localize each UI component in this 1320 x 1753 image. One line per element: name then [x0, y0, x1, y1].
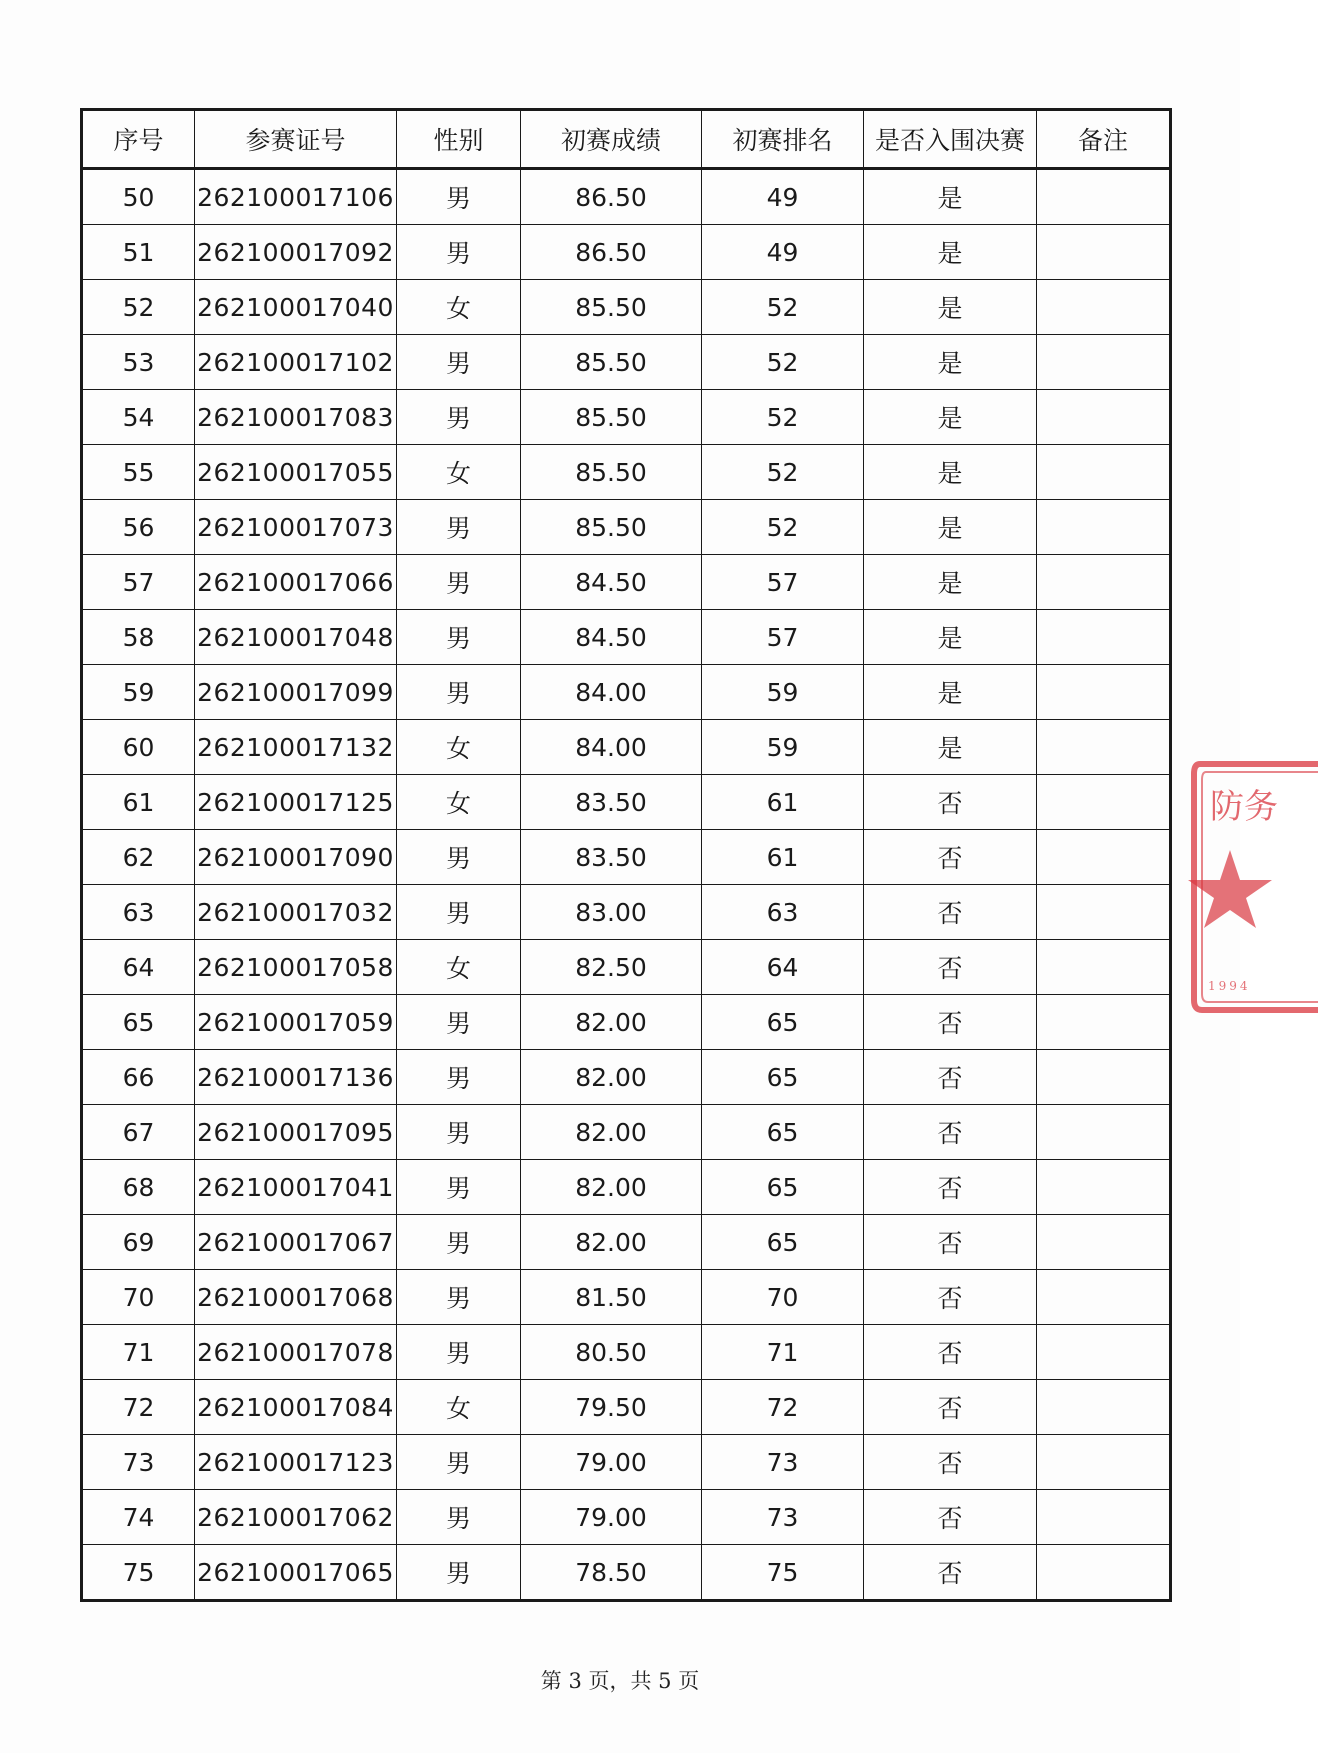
cell-index: 50 [82, 169, 195, 225]
cell-preliminary-rank: 57 [702, 610, 864, 665]
header-row [82, 110, 1171, 169]
cell-remarks [1037, 169, 1171, 225]
header-cell-ticket-number: 参赛证号 [195, 110, 397, 169]
official-seal-stamp [1190, 760, 1320, 1016]
table-row [82, 940, 1171, 995]
cell-remarks [1037, 1270, 1171, 1325]
cell-ticket-number: 262100017032 [195, 885, 397, 940]
table-header [82, 110, 1171, 169]
cell-preliminary-score: 83.50 [521, 775, 702, 830]
cell-ticket-number: 262100017065 [195, 1545, 397, 1601]
cell-remarks [1037, 335, 1171, 390]
cell-remarks [1037, 1325, 1171, 1380]
cell-preliminary-rank: 52 [702, 335, 864, 390]
seal-number: 1994 [1208, 979, 1251, 993]
cell-preliminary-rank: 49 [702, 225, 864, 280]
table-row [82, 665, 1171, 720]
cell-remarks [1037, 885, 1171, 940]
cell-index: 61 [82, 775, 195, 830]
cell-index: 66 [82, 1050, 195, 1105]
cell-gender: 男 [397, 500, 521, 555]
cell-ticket-number: 262100017092 [195, 225, 397, 280]
table-row [82, 1325, 1171, 1380]
table-row [82, 1435, 1171, 1490]
cell-preliminary-rank: 65 [702, 995, 864, 1050]
cell-index: 64 [82, 940, 195, 995]
table-row [82, 555, 1171, 610]
cell-preliminary-score: 84.50 [521, 610, 702, 665]
cell-index: 58 [82, 610, 195, 665]
header-cell-remarks: 备注 [1037, 110, 1171, 169]
cell-preliminary-score: 81.50 [521, 1270, 702, 1325]
cell-remarks [1037, 280, 1171, 335]
cell-preliminary-rank: 59 [702, 720, 864, 775]
cell-remarks [1037, 500, 1171, 555]
cell-preliminary-rank: 52 [702, 500, 864, 555]
cell-ticket-number: 262100017058 [195, 940, 397, 995]
cell-preliminary-score: 80.50 [521, 1325, 702, 1380]
cell-finalist: 是 [864, 335, 1037, 390]
cell-ticket-number: 262100017078 [195, 1325, 397, 1380]
cell-ticket-number: 262100017073 [195, 500, 397, 555]
cell-remarks [1037, 775, 1171, 830]
cell-remarks [1037, 665, 1171, 720]
cell-preliminary-score: 79.50 [521, 1380, 702, 1435]
table-row [82, 1050, 1171, 1105]
cell-ticket-number: 262100017090 [195, 830, 397, 885]
cell-remarks [1037, 720, 1171, 775]
header-cell-index: 序号 [82, 110, 195, 169]
cell-remarks [1037, 1160, 1171, 1215]
cell-finalist: 否 [864, 1545, 1037, 1601]
cell-preliminary-score: 79.00 [521, 1490, 702, 1545]
cell-ticket-number: 262100017125 [195, 775, 397, 830]
cell-finalist: 是 [864, 555, 1037, 610]
cell-gender: 男 [397, 555, 521, 610]
cell-finalist: 否 [864, 1325, 1037, 1380]
cell-preliminary-rank: 63 [702, 885, 864, 940]
cell-preliminary-rank: 65 [702, 1215, 864, 1270]
table-row [82, 775, 1171, 830]
cell-preliminary-rank: 61 [702, 775, 864, 830]
cell-gender: 女 [397, 720, 521, 775]
cell-remarks [1037, 1050, 1171, 1105]
cell-preliminary-score: 78.50 [521, 1545, 702, 1601]
cell-gender: 男 [397, 1105, 521, 1160]
table-row [82, 169, 1171, 225]
cell-preliminary-rank: 65 [702, 1105, 864, 1160]
cell-ticket-number: 262100017083 [195, 390, 397, 445]
cell-finalist: 否 [864, 1215, 1037, 1270]
table-row [82, 1105, 1171, 1160]
table-row [82, 830, 1171, 885]
cell-index: 57 [82, 555, 195, 610]
cell-remarks [1037, 555, 1171, 610]
cell-remarks [1037, 225, 1171, 280]
cell-ticket-number: 262100017066 [195, 555, 397, 610]
cell-preliminary-rank: 65 [702, 1050, 864, 1105]
cell-index: 59 [82, 665, 195, 720]
cell-index: 71 [82, 1325, 195, 1380]
cell-preliminary-rank: 65 [702, 1160, 864, 1215]
table-body [82, 169, 1171, 1601]
cell-preliminary-rank: 61 [702, 830, 864, 885]
cell-preliminary-score: 84.00 [521, 720, 702, 775]
cell-index: 68 [82, 1160, 195, 1215]
cell-finalist: 是 [864, 169, 1037, 225]
table-row [82, 390, 1171, 445]
cell-preliminary-rank: 57 [702, 555, 864, 610]
cell-finalist: 是 [864, 280, 1037, 335]
cell-remarks [1037, 830, 1171, 885]
cell-preliminary-rank: 52 [702, 280, 864, 335]
table-row [82, 335, 1171, 390]
cell-remarks [1037, 1490, 1171, 1545]
cell-preliminary-score: 85.50 [521, 390, 702, 445]
cell-index: 72 [82, 1380, 195, 1435]
cell-preliminary-score: 82.00 [521, 1215, 702, 1270]
cell-gender: 女 [397, 1380, 521, 1435]
cell-index: 53 [82, 335, 195, 390]
cell-preliminary-score: 82.00 [521, 1050, 702, 1105]
table-row [82, 885, 1171, 940]
cell-finalist: 否 [864, 1270, 1037, 1325]
cell-preliminary-rank: 59 [702, 665, 864, 720]
cell-index: 65 [82, 995, 195, 1050]
cell-finalist: 是 [864, 665, 1037, 720]
cell-preliminary-rank: 49 [702, 169, 864, 225]
cell-preliminary-score: 85.50 [521, 500, 702, 555]
cell-preliminary-score: 82.00 [521, 1105, 702, 1160]
cell-gender: 男 [397, 1325, 521, 1380]
header-cell-preliminary-score: 初赛成绩 [521, 110, 702, 169]
cell-index: 69 [82, 1215, 195, 1270]
table-row [82, 445, 1171, 500]
cell-finalist: 是 [864, 390, 1037, 445]
cell-index: 63 [82, 885, 195, 940]
cell-ticket-number: 262100017062 [195, 1490, 397, 1545]
header-cell-finalist: 是否入围决赛 [864, 110, 1037, 169]
table-row [82, 1545, 1171, 1601]
cell-preliminary-rank: 72 [702, 1380, 864, 1435]
cell-index: 55 [82, 445, 195, 500]
seal-text: 防务 [1210, 787, 1278, 827]
cell-remarks [1037, 390, 1171, 445]
cell-ticket-number: 262100017102 [195, 335, 397, 390]
cell-gender: 男 [397, 1270, 521, 1325]
cell-ticket-number: 262100017106 [195, 169, 397, 225]
cell-remarks [1037, 610, 1171, 665]
cell-preliminary-score: 79.00 [521, 1435, 702, 1490]
cell-remarks [1037, 940, 1171, 995]
cell-preliminary-score: 85.50 [521, 335, 702, 390]
cell-gender: 女 [397, 775, 521, 830]
cell-finalist: 是 [864, 500, 1037, 555]
cell-preliminary-rank: 70 [702, 1270, 864, 1325]
page-number-footer: 第 3 页，共 5 页 [540, 1669, 700, 1693]
cell-remarks [1037, 1105, 1171, 1160]
cell-preliminary-score: 82.00 [521, 995, 702, 1050]
cell-preliminary-score: 86.50 [521, 169, 702, 225]
cell-gender: 男 [397, 885, 521, 940]
cell-ticket-number: 262100017067 [195, 1215, 397, 1270]
header-cell-gender: 性别 [397, 110, 521, 169]
cell-gender: 男 [397, 610, 521, 665]
cell-finalist: 否 [864, 1380, 1037, 1435]
header-cell-preliminary-rank: 初赛排名 [702, 110, 864, 169]
cell-ticket-number: 262100017048 [195, 610, 397, 665]
cell-index: 74 [82, 1490, 195, 1545]
cell-finalist: 否 [864, 885, 1037, 940]
cell-finalist: 是 [864, 445, 1037, 500]
cell-gender: 男 [397, 169, 521, 225]
cell-gender: 男 [397, 1050, 521, 1105]
cell-gender: 女 [397, 445, 521, 500]
results-table [80, 108, 1172, 1602]
cell-preliminary-rank: 64 [702, 940, 864, 995]
cell-preliminary-score: 86.50 [521, 225, 702, 280]
cell-preliminary-score: 85.50 [521, 280, 702, 335]
cell-preliminary-rank: 52 [702, 445, 864, 500]
cell-ticket-number: 262100017055 [195, 445, 397, 500]
cell-index: 60 [82, 720, 195, 775]
cell-index: 51 [82, 225, 195, 280]
table-row [82, 1215, 1171, 1270]
cell-finalist: 否 [864, 830, 1037, 885]
table-row [82, 225, 1171, 280]
cell-gender: 男 [397, 335, 521, 390]
cell-index: 70 [82, 1270, 195, 1325]
cell-gender: 男 [397, 1545, 521, 1601]
cell-preliminary-rank: 52 [702, 390, 864, 445]
cell-gender: 男 [397, 225, 521, 280]
cell-remarks [1037, 995, 1171, 1050]
cell-remarks [1037, 1215, 1171, 1270]
cell-ticket-number: 262100017059 [195, 995, 397, 1050]
table-row [82, 995, 1171, 1050]
cell-remarks [1037, 1435, 1171, 1490]
cell-finalist: 否 [864, 775, 1037, 830]
cell-index: 54 [82, 390, 195, 445]
cell-preliminary-score: 85.50 [521, 445, 702, 500]
cell-remarks [1037, 445, 1171, 500]
table-row [82, 1490, 1171, 1545]
cell-index: 62 [82, 830, 195, 885]
cell-ticket-number: 262100017095 [195, 1105, 397, 1160]
cell-finalist: 是 [864, 225, 1037, 280]
cell-ticket-number: 262100017099 [195, 665, 397, 720]
cell-gender: 男 [397, 995, 521, 1050]
cell-remarks [1037, 1545, 1171, 1601]
cell-gender: 男 [397, 1160, 521, 1215]
cell-preliminary-score: 82.50 [521, 940, 702, 995]
cell-index: 73 [82, 1435, 195, 1490]
cell-gender: 男 [397, 1490, 521, 1545]
cell-gender: 男 [397, 1215, 521, 1270]
table-row [82, 1270, 1171, 1325]
cell-finalist: 是 [864, 720, 1037, 775]
cell-finalist: 否 [864, 995, 1037, 1050]
cell-remarks [1037, 1380, 1171, 1435]
cell-preliminary-rank: 73 [702, 1490, 864, 1545]
table-row [82, 1380, 1171, 1435]
cell-preliminary-score: 82.00 [521, 1160, 702, 1215]
cell-finalist: 否 [864, 1160, 1037, 1215]
cell-gender: 男 [397, 390, 521, 445]
cell-index: 56 [82, 500, 195, 555]
cell-gender: 女 [397, 940, 521, 995]
cell-gender: 男 [397, 665, 521, 720]
cell-ticket-number: 262100017084 [195, 1380, 397, 1435]
cell-finalist: 否 [864, 940, 1037, 995]
cell-finalist: 否 [864, 1105, 1037, 1160]
cell-finalist: 否 [864, 1490, 1037, 1545]
cell-finalist: 否 [864, 1435, 1037, 1490]
cell-index: 52 [82, 280, 195, 335]
cell-index: 67 [82, 1105, 195, 1160]
table-row [82, 610, 1171, 665]
cell-preliminary-rank: 71 [702, 1325, 864, 1380]
cell-preliminary-rank: 73 [702, 1435, 864, 1490]
table-row [82, 1160, 1171, 1215]
cell-preliminary-rank: 75 [702, 1545, 864, 1601]
cell-gender: 女 [397, 280, 521, 335]
cell-preliminary-score: 84.00 [521, 665, 702, 720]
cell-ticket-number: 262100017068 [195, 1270, 397, 1325]
cell-preliminary-score: 83.50 [521, 830, 702, 885]
table-row [82, 280, 1171, 335]
cell-index: 75 [82, 1545, 195, 1601]
cell-ticket-number: 262100017041 [195, 1160, 397, 1215]
cell-preliminary-score: 84.50 [521, 555, 702, 610]
table-row [82, 720, 1171, 775]
cell-gender: 男 [397, 1435, 521, 1490]
cell-ticket-number: 262100017123 [195, 1435, 397, 1490]
cell-ticket-number: 262100017132 [195, 720, 397, 775]
cell-preliminary-score: 83.00 [521, 885, 702, 940]
cell-ticket-number: 262100017136 [195, 1050, 397, 1105]
cell-ticket-number: 262100017040 [195, 280, 397, 335]
seal-star-icon [1188, 850, 1272, 928]
table-row [82, 500, 1171, 555]
cell-finalist: 是 [864, 610, 1037, 665]
cell-finalist: 否 [864, 1050, 1037, 1105]
cell-gender: 男 [397, 830, 521, 885]
